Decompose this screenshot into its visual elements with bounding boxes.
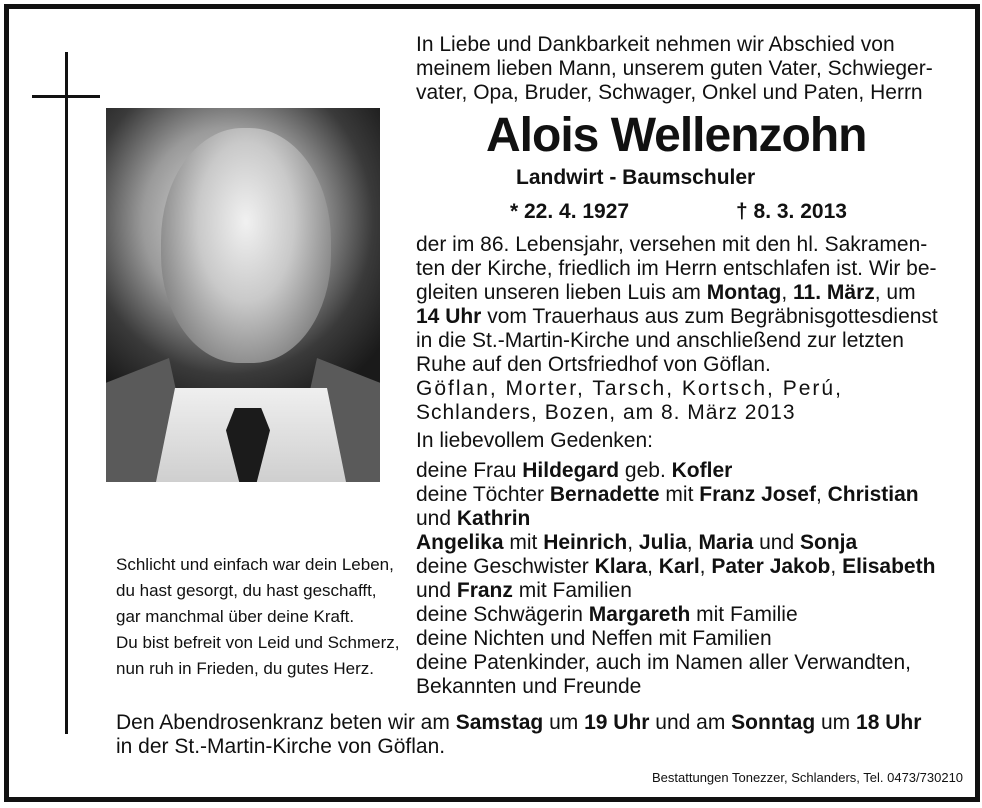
poem-line-5: nun ruh in Frieden, du gutes Herz. bbox=[116, 659, 374, 678]
places-line-1: Göflan, Morter, Tarsch, Kortsch, Perú, bbox=[416, 377, 843, 400]
body-line-6: Ruhe auf den Ortsfriedhof von Göflan. bbox=[416, 353, 771, 376]
body-line-1: der im 86. Lebensjahr, versehen mit den hl. Sakramen- bbox=[416, 233, 928, 256]
poem-line-1: Schlicht und einfach war dein Leben, bbox=[116, 555, 394, 574]
places-line-2: Schlanders, Bozen, am 8. März 2013 bbox=[416, 401, 796, 424]
cross-horizontal-bar bbox=[32, 95, 100, 98]
family-line-6: und Franz mit Familien bbox=[416, 579, 632, 602]
family-line-3: und Kathrin bbox=[416, 507, 531, 530]
birth-date: * 22. 4. 1927 bbox=[510, 200, 630, 223]
intro-line-3: vater, Opa, Bruder, Schwager, Onkel und Paten, Herrn bbox=[416, 81, 923, 104]
gedenken-heading: In liebevollem Gedenken: bbox=[416, 429, 653, 452]
body-line-2: ten der Kirche, friedlich im Herrn entschlafen ist. Wir be- bbox=[416, 257, 937, 280]
body-line-4: 14 Uhr vom Trauerhaus aus zum Begräbnisgottesdienst bbox=[416, 305, 938, 328]
poem-line-4: Du bist befreit von Leid und Schmerz, bbox=[116, 633, 400, 652]
occupation: Landwirt - Baumschuler bbox=[516, 166, 756, 189]
intro-line-2: meinem lieben Mann, unserem guten Vater, Schwieger- bbox=[416, 57, 933, 80]
portrait-photo bbox=[106, 108, 380, 482]
funeral-home-footer: Bestattungen Tonezzer, Schlanders, Tel. 0473/730210 bbox=[652, 770, 964, 785]
rosary-line-2: in der St.-Martin-Kirche von Göflan. bbox=[116, 735, 446, 758]
family-line-4: Angelika mit Heinrich, Julia, Maria und Sonja bbox=[416, 531, 858, 554]
deceased-name: Alois Wellenzohn bbox=[486, 109, 867, 162]
intro-line-1: In Liebe und Dankbarkeit nehmen wir Abschied von bbox=[416, 33, 895, 56]
family-line-2: deine Töchter Bernadette mit Franz Josef, Christian bbox=[416, 483, 919, 506]
portrait-face bbox=[161, 128, 331, 363]
rosary-line-1: Den Abendrosenkranz beten wir am Samstag um 19 Uhr und am Sonntag um 18 Uhr bbox=[116, 711, 922, 734]
cross-vertical-bar bbox=[65, 52, 68, 734]
family-line-5: deine Geschwister Klara, Karl, Pater Jakob, Elisabeth bbox=[416, 555, 936, 578]
body-line-5: in die St.-Martin-Kirche und anschließend zur letzten bbox=[416, 329, 904, 352]
family-line-8: deine Nichten und Neffen mit Familien bbox=[416, 627, 772, 650]
family-line-1: deine Frau Hildegard geb. Kofler bbox=[416, 459, 733, 482]
poem-line-2: du hast gesorgt, du hast geschafft, bbox=[116, 581, 377, 600]
family-line-10: Bekannten und Freunde bbox=[416, 675, 642, 698]
poem-line-3: gar manchmal über deine Kraft. bbox=[116, 607, 355, 626]
body-line-3: gleiten unseren lieben Luis am Montag, 11. März, um bbox=[416, 281, 916, 304]
family-line-7: deine Schwägerin Margareth mit Familie bbox=[416, 603, 798, 626]
death-date: † 8. 3. 2013 bbox=[736, 200, 847, 223]
family-line-9: deine Patenkinder, auch im Namen aller Verwandten, bbox=[416, 651, 911, 674]
